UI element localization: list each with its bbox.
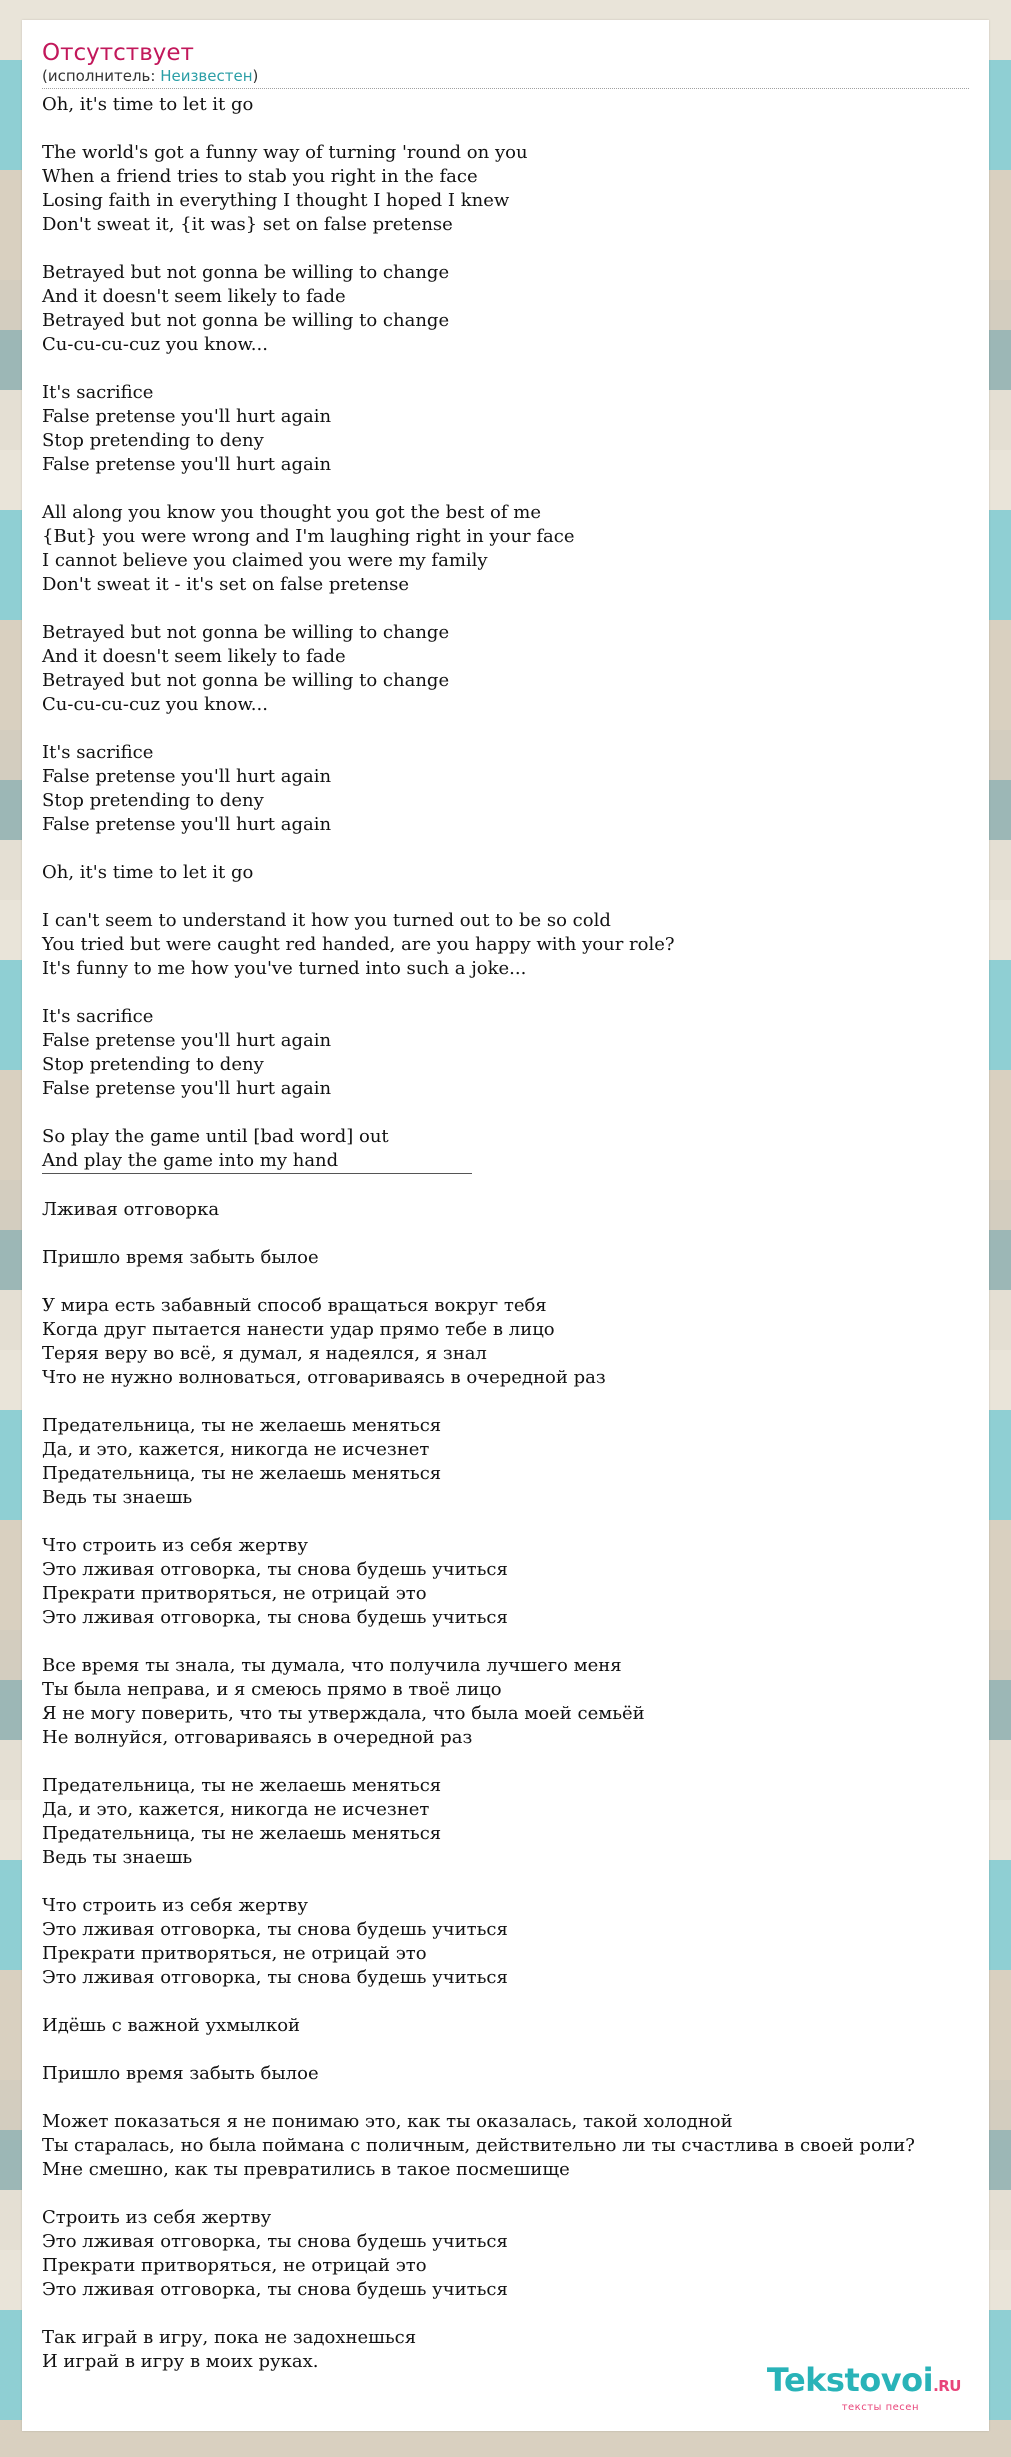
lyrics-translation: Лживая отговорка Пришло время забыть былое У мира есть забавный способ вращаться вокруг тебя Когда друг пытается нанести удар прямо тебе в лицо Теряя веру во всё, я думал, я надеялся, я знал Что не нужно волноваться, отговариваясь в очередной раз Предательница, ты не желаешь меняться Да, и это, кажется, никогда не исчезнет Предательница, ты не желаешь меняться Ведь ты знаешь Что строить из себя жертву Это лживая отговорка, ты снова будешь учиться Прекрати притворяться, не отрицай это Это лживая отговорка, ты снова будешь учиться Все время ты знала, ты думала, что получила лучшего меня Ты была неправа, и я смеюсь прямо в твоё лицо Я не могу поверить, что ты утверждала, что была моей семьёй Не волнуйся, отговариваясь в очередной раз Предательница, ты не желаешь меняться Да, и это, кажется, никогда не исчезнет Предательница, ты не желаешь меняться Ведь ты знаешь Что строить из себя жертву Это лживая отговорка, ты снова будешь учиться Прекрати притворяться, не отрицай это Это лживая отговорка, ты снова будешь учиться Идёшь с важной ухмылкой Пришло время забыть былое Может показаться я не понимаю это, как ты оказалась, такой холодной Ты старалась, но была поймана с поличным, действительно ли ты счастлива в своей роли? Мне смешно, как ты превратились в такое посмешище Строить из себя жертву Это лживая отговорка, ты снова будешь учиться Прекрати притворяться, не отрицай это Это лживая отговорка, ты снова будешь учиться Так играй в игру, пока не задохнешься И играй в игру в моих руках. <box>42 1199 915 2372</box>
artist-prefix: (исполнитель: <box>42 67 161 85</box>
lyrics-card <box>22 20 989 2431</box>
lyrics-original: Oh, it's time to let it go The world's got a funny way of turning 'round on you When a friend tries to stab you right in the face Losing faith in everything I thought I hoped I knew Don't sweat it, {it was} set on false pretense Betrayed but not gonna be willing to change And it doesn't seem likely to fade Betrayed but not gonna be willing to change Cu-cu-cu-cuz you know... It's sacrifice False pretense you'll hurt again Stop pretending to deny False pretense you'll hurt again All along you know you thought you got the best of me {But} you were wrong and I'm laughing right in your face I cannot believe you claimed you were my family Don't sweat it - it's set on false pretense Betrayed but not gonna be willing to change And it doesn't seem likely to fade Betrayed but not gonna be willing to change Cu-cu-cu-cuz you know... It's sacrifice False pretense you'll hurt again Stop pretending to deny False pretense you'll hurt again Oh, it's time to let it go I can't seem to understand it how you turned out to be so cold You tried but were caught red handed, are you happy with your role? It's funny to me how you've turned into such a joke... It's sacrifice False pretense you'll hurt again Stop pretending to deny False pretense you'll hurt again So play the game until [bad word] out And play the game into my hand <box>42 94 675 1171</box>
artist-link[interactable]: Неизвестен <box>160 67 253 85</box>
logo-tld: .RU <box>933 2377 961 2395</box>
song-title: Отсутствует <box>42 40 194 66</box>
logo-main-text: Tekstovoi <box>766 2361 934 2399</box>
logo-wordmark <box>767 2363 961 2403</box>
artist-suffix: ) <box>252 67 259 85</box>
artist-line <box>42 66 969 89</box>
site-logo[interactable] <box>767 2363 961 2413</box>
logo-tagline: тексты песен <box>841 2402 919 2413</box>
